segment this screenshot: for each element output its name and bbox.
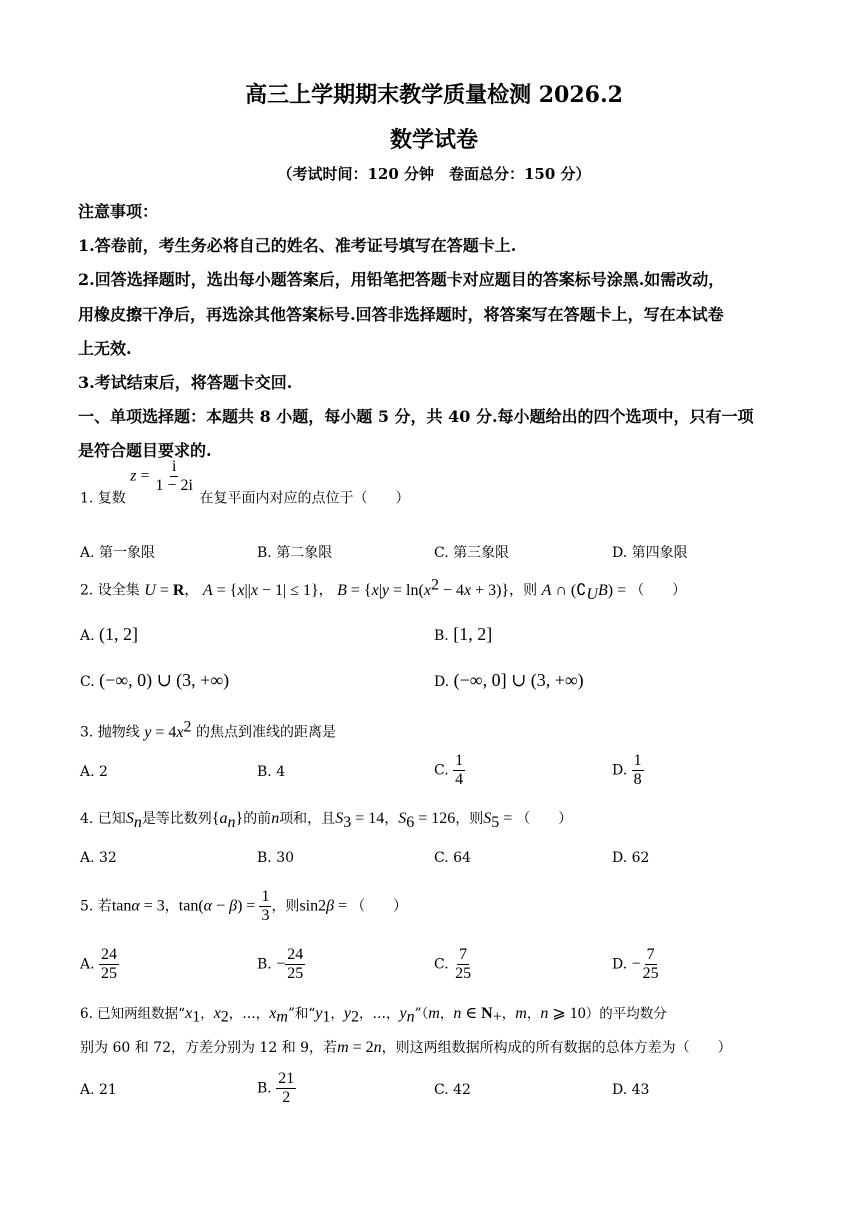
then-label: ，则 xyxy=(455,811,484,827)
question-2-set-b: $B = \{x|y = \ln(x^2 - 4x + 3)\}$ xyxy=(337,576,510,599)
notice-item-3: 3.考试结束后，将答题卡交回. xyxy=(78,373,293,392)
question-6-text: ”和“ xyxy=(287,1006,316,1022)
separator: ， xyxy=(184,582,199,599)
question-1-suffix: 在复平面内对应的点位于（ ） xyxy=(199,490,410,507)
q6-option-c: C. 42 xyxy=(434,1082,471,1098)
section-heading-line-2: 是符合题目要求的. xyxy=(78,441,212,460)
question-4: 4. 已知$S_n$是等比数列$\{a_n\}$的前n项和，且$S_3 = 14$，$S_6 = 126$，则$S_5$ = （ ） xyxy=(80,810,573,831)
then-label: ，则 xyxy=(509,582,538,599)
notice-item-1: 1.答卷前，考生务必将自己的姓名、准考证号填写在答题卡上. xyxy=(78,236,517,255)
question-6-text: 别为 60 和 72，方差分别为 12 和 9，若 xyxy=(80,1040,338,1056)
q3-option-c: C. $\frac{1}{4}$ xyxy=(434,752,464,788)
question-4-prefix: 4. 已知 xyxy=(80,811,126,827)
q1-option-b: B. 第二象限 xyxy=(257,545,333,561)
question-3 xyxy=(80,718,336,742)
q4-option-c: C. 64 xyxy=(434,850,471,866)
q2-option-b: B. [1, 2] xyxy=(434,624,493,644)
q3-option-d: D. $\frac{1}{8}$ xyxy=(612,752,642,788)
separator: ， xyxy=(318,582,333,599)
question-3-formula: $y = 4x^2$ xyxy=(144,718,192,741)
question-6-text: ）的平均数分 xyxy=(585,1006,667,1022)
option-label: C. xyxy=(434,762,449,779)
q1-option-a: A. 第一象限 xyxy=(80,545,156,561)
option-label: B. xyxy=(434,628,449,644)
q2-option-a: A. (1, 2] xyxy=(80,624,139,644)
q3-option-a: A. 2 xyxy=(80,764,108,780)
answer-paren: （ ） xyxy=(351,898,408,915)
option-label: B. xyxy=(257,1080,272,1097)
notice-heading: 注意事项： xyxy=(78,202,159,221)
separator: ， xyxy=(384,811,399,827)
question-6-prefix: 6. 已知两组数据“ xyxy=(80,1006,186,1022)
question-2-prefix: 2. 设全集 xyxy=(80,582,140,599)
question-6-line-1: 6. 已知两组数据“$x_1$，$x_2$，…，$x_m$”和“$y_1$，$y_2$，…，$y_n”(m$，n ∈ $N_+$，m，n ⩾ 10）的平均数分 xyxy=(80,1005,667,1026)
q4-option-b: B. 30 xyxy=(257,850,295,866)
question-2-universal-set: U = R xyxy=(144,581,185,599)
question-6-text: ，则这两组数据所构成的所有数据的总体方差为（ ） xyxy=(381,1040,732,1056)
question-5-prefix: 5. 若 xyxy=(80,898,112,915)
question-4-text: 的前 xyxy=(243,811,272,827)
option-label: D. xyxy=(612,762,628,779)
q2-option-c: C. (−∞, 0) ∪ (3, +∞) xyxy=(80,670,230,690)
exam-subject: 数学试卷 xyxy=(389,127,478,153)
q4-option-a: A. 32 xyxy=(80,850,117,866)
q6-option-b: B. $\frac{21}{2}$ xyxy=(257,1070,295,1106)
option-label: C. xyxy=(434,956,449,973)
option-label: B. xyxy=(257,956,272,973)
q4-option-d: D. 62 xyxy=(612,850,650,866)
answer-paren: （ ） xyxy=(516,811,573,827)
option-label: A. xyxy=(80,956,95,973)
question-5: 5. 若tanα = 3，tan(α − β) = $\frac{1}{3}$ ，则sin2β = （ ） xyxy=(80,888,408,924)
separator: ， xyxy=(164,898,179,915)
notice-item-2-line-3: 上无效. xyxy=(78,339,132,358)
question-3-suffix: 的焦点到准线的距离是 xyxy=(195,724,336,741)
question-6-line-2: 别为 60 和 72，方差分别为 12 和 9，若m = 2n，则这两组数据所构成的所有数据的总体方差为（ ） xyxy=(80,1039,732,1056)
question-3-prefix: 3. 抛物线 xyxy=(80,724,140,741)
question-1-formula: z = $\frac{i}{1 - 2i}$ xyxy=(130,458,193,494)
question-1-prefix: 1. 复数 xyxy=(80,490,126,507)
option-label: A. xyxy=(80,628,95,644)
then-label: ，则 xyxy=(271,898,300,915)
q2-option-d: D. (−∞, 0] ∪ (3, +∞) xyxy=(434,670,584,690)
q5-option-d: D. − $\frac{7}{25}$ xyxy=(612,946,659,982)
question-4-text: 是等比数列 xyxy=(141,811,212,827)
question-1 xyxy=(80,458,410,517)
exam-info: （考试时间：120 分钟 卷面总分：150 分） xyxy=(277,165,591,183)
option-label: D. xyxy=(434,674,450,690)
question-2-expression: A ∩ $(∁_UB)$ = xyxy=(541,581,631,603)
question-4-text: 项和，且 xyxy=(279,811,336,827)
q5-option-c: C. $\frac{7}{25}$ xyxy=(434,946,472,982)
option-label: C. xyxy=(80,674,95,690)
option-label: D. xyxy=(612,956,628,973)
q6-option-d: D. 43 xyxy=(612,1082,650,1098)
q1-option-d: D. 第四象限 xyxy=(612,545,688,561)
notice-item-2-line-2: 用橡皮擦干净后，再选涂其他答案标号.回答非选择题时，将答案写在答题卡上，写在本试卷 xyxy=(78,305,724,324)
question-2-set-a: A = {x||x − 1| ≤ 1} xyxy=(202,581,319,599)
section-heading-line-1: 一、单项选择题：本题共 8 小题，每小题 5 分，共 40 分.每小题给出的四个选项中，只有一项 xyxy=(78,407,754,426)
answer-paren: （ ） xyxy=(630,582,687,599)
q3-option-b: B. 4 xyxy=(257,764,286,780)
q5-option-b: B. − $\frac{24}{25}$ xyxy=(257,946,304,982)
question-6-text: ”（ xyxy=(414,1006,429,1022)
notice-item-2-line-1: 2.回答选择题时，选出每小题答案后，用铅笔把答题卡对应题目的答案标号涂黑.如需改动， xyxy=(78,270,725,289)
q5-option-a: A. $\frac{24}{25}$ xyxy=(80,946,118,982)
q6-option-a: A. 21 xyxy=(80,1082,117,1098)
q1-option-c: C. 第三象限 xyxy=(434,545,510,561)
exam-title: 高三上学期期末教学质量检测 2026.2 xyxy=(245,82,623,108)
question-2 xyxy=(80,576,686,603)
